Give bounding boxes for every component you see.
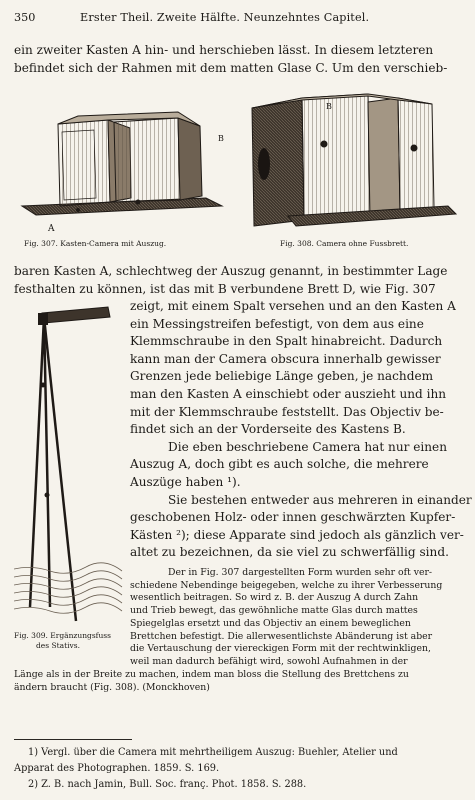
running-title: Erster Theil. Zweite Hälfte. Neunzehntes Capitel. xyxy=(80,11,370,24)
text-line: Kästen ²); diese Apparate sind jedoch als gänzlich ver- xyxy=(130,527,464,542)
text-line: findet sich an der Vorderseite des Kastens B. xyxy=(130,422,406,437)
figure-307-label-b: B xyxy=(218,134,224,143)
page-number: 350 xyxy=(14,11,36,24)
text-line: baren Kasten A, schlechtweg der Auszug genannt, in bestimmter Lage xyxy=(14,264,448,278)
footnotes xyxy=(14,745,461,793)
footnote-line: 1) Vergl. über die Camera mit mehrtheiligem Auszug: Buehler, Atelier und xyxy=(28,747,398,758)
text-line: schiedene Nebendinge beigegeben, welche zu ihrer Verbesserung xyxy=(130,579,443,591)
text-line: geschobenen Holz- oder innen geschwärzten Kupfer- xyxy=(130,510,456,525)
text-line: und Trieb bewegt, das gewöhnliche matte Glas durch mattes xyxy=(130,605,418,617)
text-line: ein zweiter Kasten A hin- und herschieben lässt. In diesem letzteren xyxy=(14,43,434,57)
figure-309-caption-line2: des Stativs. xyxy=(36,641,80,650)
text-line: ein Messingstreifen befestigt, von dem aus eine xyxy=(130,316,424,331)
text-line: weil man dadurch befähigt wird, sowohl Aufnahmen in der xyxy=(130,655,408,667)
text-line: Grenzen jede beliebige Länge geben, je nachdem xyxy=(130,369,434,384)
text-line: kann man der Camera obscura innerhalb gewisser xyxy=(130,351,441,366)
page-header xyxy=(14,11,461,27)
text-line: man den Kasten A einschiebt oder auszieht und ihn xyxy=(130,386,447,401)
text-line: die Vertauschung der viereckigen Form mit der rechtwinkligen, xyxy=(130,643,431,655)
text-line: Sie bestehen entweder aus mehreren in einander xyxy=(168,492,472,507)
body-paragraph-full xyxy=(14,263,461,298)
text-line: Auszüge haben ¹). xyxy=(130,474,241,489)
footnote-divider xyxy=(14,739,132,740)
intro-paragraph xyxy=(14,42,461,77)
text-line: wesentlich beitragen. So wird z. B. der Auszug A durch Zahn xyxy=(130,592,419,604)
figure-309-caption-line1: Fig. 309. Ergänzungsfuss xyxy=(14,631,111,640)
figure-307-caption: Fig. 307. Kasten-Camera mit Auszug. xyxy=(24,239,167,248)
text-line: Die eben beschriebene Camera hat nur einen xyxy=(168,439,448,454)
figure-308-illustration xyxy=(248,92,458,232)
figure-307-label-a: A xyxy=(48,224,55,234)
figure-307-illustration xyxy=(18,102,226,220)
figure-309-illustration xyxy=(14,305,126,627)
text-line: festhalten zu können, ist das mit B verbundene Brett D, wie Fig. 307 xyxy=(14,281,436,296)
figure-308-label-b: B xyxy=(326,102,332,111)
text-line: zeigt, mit einem Spalt versehen und an den Kasten A xyxy=(130,299,456,313)
text-line: Spiegelglas ersetzt und das Objectiv an einem beweglichen xyxy=(130,617,411,629)
footnote-line: 2) Z. B. nach Jamin, Bull. Soc. franç. Phot. 1858. S. 288. xyxy=(28,779,307,790)
figure-308-caption: Fig. 308. Camera ohne Fussbrett. xyxy=(280,239,409,248)
text-line: Brettchen befestigt. Die allerwesentlichste Abänderung ist aber xyxy=(130,630,433,642)
body-paragraph-right xyxy=(130,298,472,562)
text-line: mit der Klemmschraube feststellt. Das Objectiv be- xyxy=(130,404,444,419)
small-print-full xyxy=(14,669,461,694)
small-print-right xyxy=(130,567,461,669)
footnote-line: Apparat des Photographen. 1859. S. 169. xyxy=(14,763,220,774)
text-line: Der in Fig. 307 dargestellten Form wurden sehr oft ver- xyxy=(168,567,433,578)
text-line: Klemmschraube in den Spalt hinabreicht. Dadurch xyxy=(130,334,443,349)
text-line: Länge als in der Breite zu machen, indem man bloss die Stellung des Brettchens zu xyxy=(14,669,409,680)
text-line: Auszug A, doch gibt es auch solche, die mehrere xyxy=(130,457,429,472)
text-line: ändern braucht (Fig. 308). (Monckhoven) xyxy=(14,681,210,693)
text-line: altet zu bezeichnen, da sie viel zu schwerfällig sind. xyxy=(130,545,449,560)
text-line: befindet sich der Rahmen mit dem matten Glase C. Um den verschieb- xyxy=(14,60,448,75)
